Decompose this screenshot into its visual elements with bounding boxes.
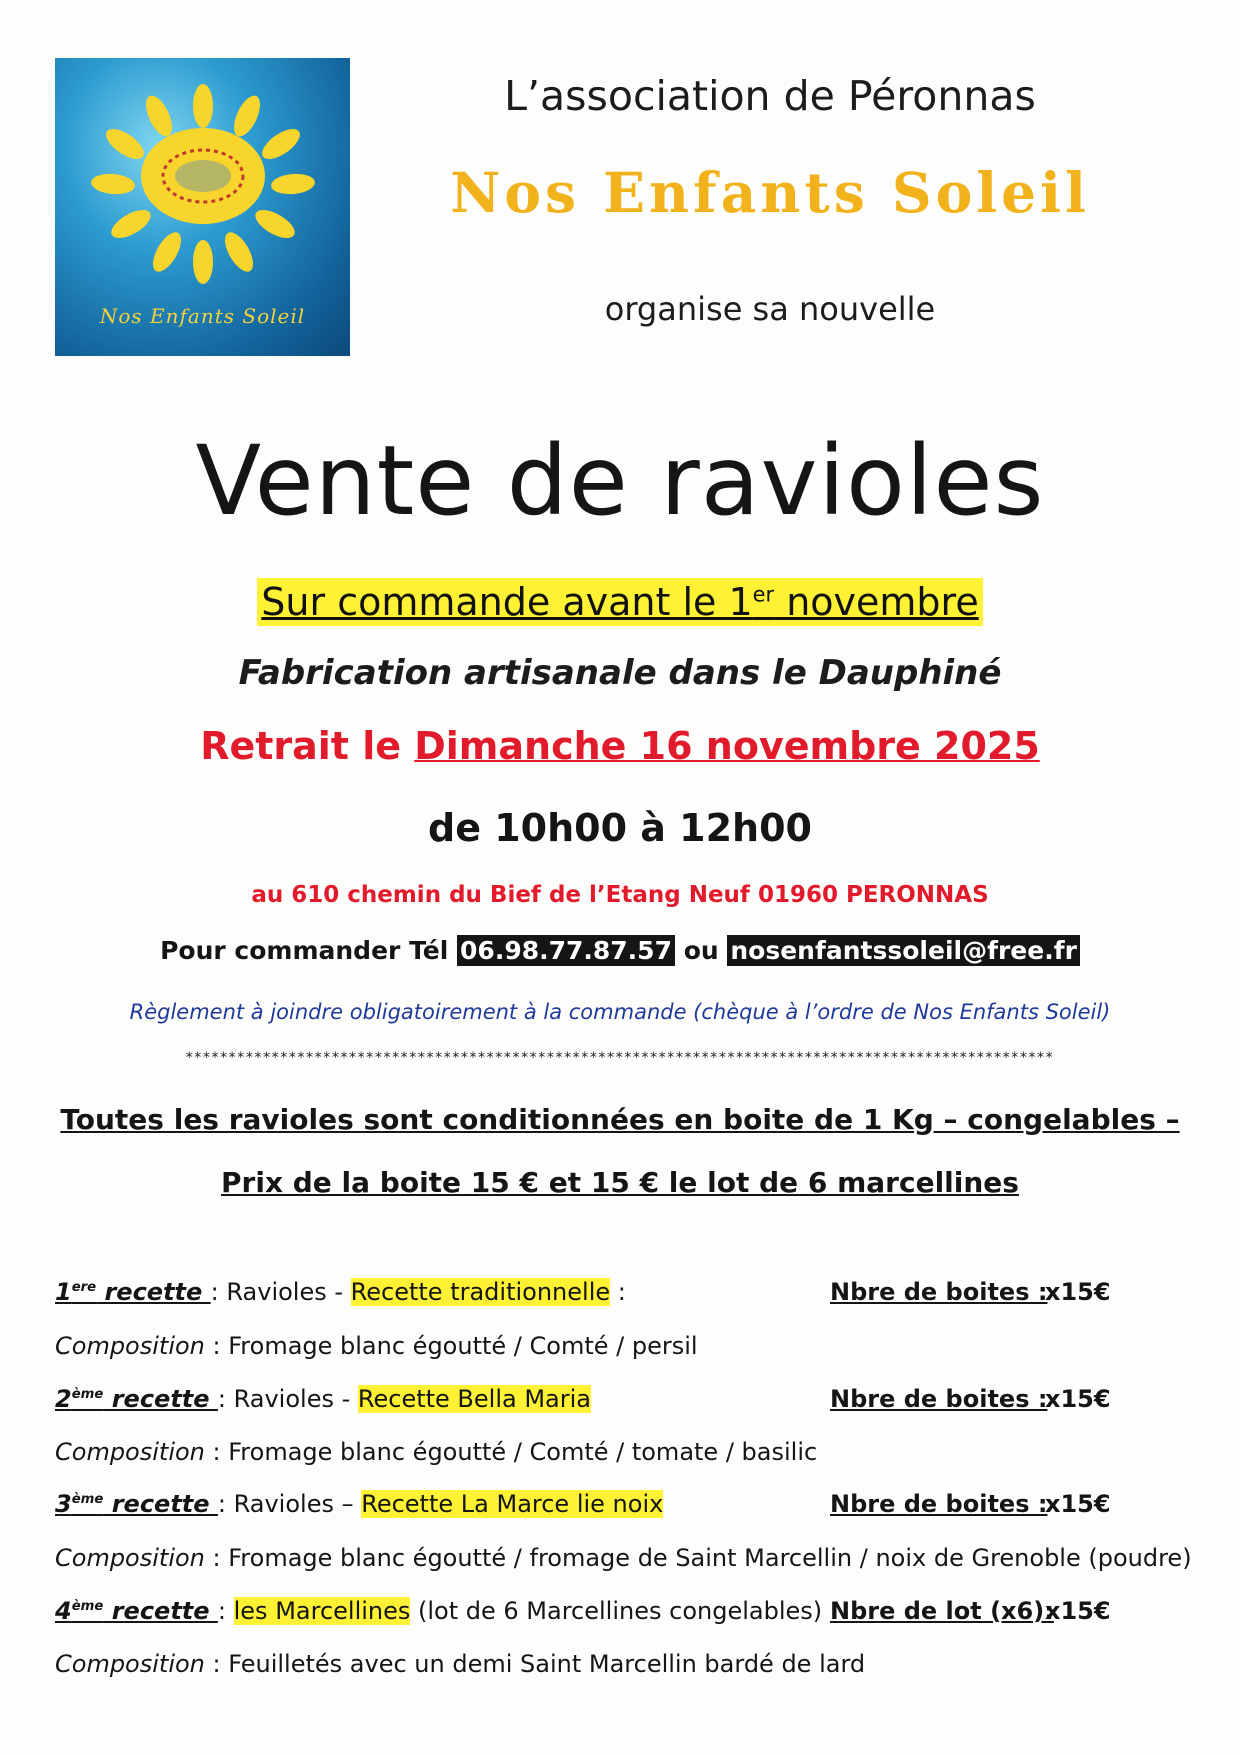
quantity-field[interactable] [830,1490,1117,1518]
recipe-row [55,1490,1145,1518]
association-line: L’association de Péronnas [504,72,1036,120]
contact-line [0,936,1240,965]
quantity-label: Nbre de boites : [830,1278,1048,1306]
recipe-row [55,1385,1145,1413]
separator: ***************************************************************************************************** [185,1050,1055,1066]
composition-label: Composition [55,1332,205,1360]
composition-text: : Fromage blanc égoutté / Comté / tomate / basilic [204,1438,818,1466]
order-deadline-sup: er [752,582,775,607]
recipe-colon: : [210,1278,227,1306]
contact-or: ou [674,936,728,965]
recipe-name: Recette Bella Maria [357,1385,591,1413]
order-deadline [0,580,1240,624]
composition-text: : Fromage blanc égoutté / Comté / persil [204,1332,698,1360]
recipe-suffix: (lot de 6 Marcellines congelables) [410,1597,823,1625]
recipe-colon: : [217,1385,234,1413]
unit-price: x15€ [1045,1278,1111,1306]
logo-caption: Nos Enfants Soleil [99,304,306,328]
quantity-field[interactable] [830,1385,1117,1413]
payment-note: Règlement à joindre obligatoirement à la commande (chèque à l’ordre de Nos Enfants Soleil) [129,1000,1111,1024]
composition-label: Composition [55,1650,205,1678]
price-info: Prix de la boite 15 € et 15 € le lot de 6 marcellines [221,1166,1019,1199]
recipe-prefix: Ravioles – [233,1490,362,1518]
recipe-prefix: Ravioles - [226,1278,351,1306]
recipe-composition [55,1650,1175,1678]
page-title: Vente de ravioles [195,425,1045,537]
phone-number[interactable]: 06.98.77.87.57 [457,935,675,966]
quantity-field[interactable] [830,1597,1111,1625]
email-address[interactable]: nosenfantssoleil@free.fr [727,935,1080,966]
brand-name: Nos Enfants Soleil [450,160,1090,225]
recipe-label: 4ème recette [55,1597,218,1625]
recipe-label: 3ème recette [55,1490,218,1518]
recipe-label: 2ème recette [55,1385,218,1413]
quantity-label: Nbre de lot (x6): [830,1597,1054,1625]
fabrication-line: Fabrication artisanale dans le Dauphiné [238,653,1002,693]
pickup-line [0,724,1240,768]
association-logo [55,58,350,356]
packaging-info: Toutes les ravioles sont conditionnées en boite de 1 Kg – congelables – [60,1103,1180,1136]
quantity-label: Nbre de boites : [830,1490,1048,1518]
recipe-composition [55,1438,1175,1466]
recipe-colon: : [217,1597,234,1625]
recipe-label: 1ere recette [55,1278,211,1306]
recipe-colon: : [217,1490,234,1518]
unit-price: x15€ [1045,1385,1111,1413]
recipe-name: les Marcellines [233,1597,411,1625]
recipe-name: Recette La Marce lie noix [361,1490,664,1518]
recipe-composition [55,1544,1192,1572]
quantity-label: Nbre de boites : [830,1385,1048,1413]
pickup-prefix: Retrait le [200,724,415,768]
organise-line: organise sa nouvelle [604,290,936,328]
contact-prefix: Pour commander Tél [160,936,458,965]
recipe-prefix: Ravioles - [233,1385,358,1413]
recipe-row [55,1278,1145,1306]
order-deadline-month: novembre [774,580,979,624]
pickup-address: au 610 chemin du Bief de l’Etang Neuf 01960 PERONNAS [251,882,989,908]
recipe-row [55,1597,1145,1625]
pickup-date: Dimanche 16 novembre 2025 [414,724,1040,768]
recipe-composition [55,1332,1175,1360]
pickup-hours: de 10h00 à 12h00 [428,806,812,850]
recipe-name: Recette traditionnelle [350,1278,611,1306]
unit-price: x15€ [1045,1597,1111,1625]
recipe-suffix: : [610,1278,626,1306]
composition-text: : Feuilletés avec un demi Saint Marcellin bardé de lard [204,1650,866,1678]
composition-label: Composition [55,1438,205,1466]
composition-label: Composition [55,1544,205,1572]
order-deadline-text: Sur commande avant le 1 [261,580,753,624]
composition-text: : Fromage blanc égoutté / fromage de Saint Marcellin / noix de Grenoble (poudre) [204,1544,1192,1572]
unit-price: x15€ [1045,1490,1111,1518]
quantity-field[interactable] [830,1278,1117,1306]
